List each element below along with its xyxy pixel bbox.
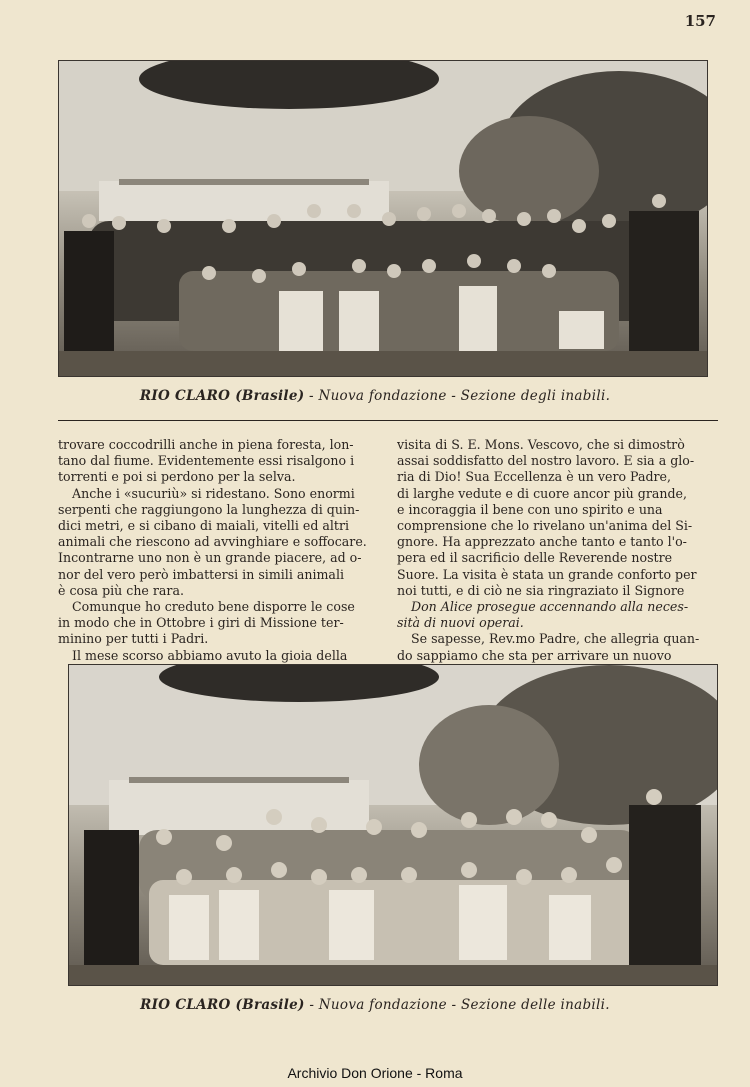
text-line: gnore. Ha apprezzato anche tanto e tanto l'o- <box>397 534 687 550</box>
photo1-caption-place: RIO CLARO (Brasile) <box>139 388 305 404</box>
photo2-caption-rest: - Nuova fondazione - Sezione delle inabili. <box>304 997 610 1013</box>
text-line: pera ed il sacrificio delle Reverende nostre <box>397 550 673 566</box>
photo2-caption-place: RIO CLARO (Brasile) <box>140 997 305 1013</box>
text-line: Don Alice prosegue accennando alla neces- <box>411 599 689 615</box>
photo1-caption <box>0 388 750 404</box>
text-line: noi tutti, e di ciò ne sia ringraziato il Signore <box>397 582 685 598</box>
text-line: visita di S. E. Mons. Vescovo, che si dimostrò <box>397 437 685 452</box>
group-photo-men <box>58 60 708 377</box>
text-line: nor del vero però imbattersi in simili animali <box>58 566 344 582</box>
text-line: in modo che in Ottobre i giri di Missione ter- <box>58 615 344 631</box>
text-line: Anche i «sucuriù» si ridestano. Sono enormi <box>72 485 355 501</box>
text-line: ria di Dio! Sua Eccellenza è un vero Padre, <box>397 469 671 485</box>
text-line: trovare coccodrilli anche in piena foresta, lon- <box>58 437 354 452</box>
text-line: comprensione che lo rivelano un'anima del Si- <box>397 518 693 534</box>
text-line: Incontrarne uno non è un grande piacere, ad o- <box>58 550 362 566</box>
photo1-caption-rest: - Nuova fondazione - Sezione degli inabili. <box>304 388 611 404</box>
text-line: è cosa più che rara. <box>58 582 184 598</box>
archive-footer: Archivio Don Orione - Roma <box>287 1065 463 1081</box>
text-line: Suore. La visita è stata un grande conforto per <box>397 566 697 582</box>
text-line: do sappiamo che sta per arrivare un nuovo <box>397 647 672 663</box>
page-number: 157 <box>684 12 716 30</box>
section-divider <box>58 420 718 421</box>
text-line: torrenti e poi si perdono per la selva. <box>58 469 296 485</box>
text-line: sità di nuovi operai. <box>397 615 524 631</box>
text-line: minino per tutti i Padri. <box>58 631 209 647</box>
right-text-column <box>397 437 719 664</box>
left-text-column <box>58 437 380 664</box>
text-line: assai soddisfatto del nostro lavoro. E sia a glo- <box>397 453 695 469</box>
photo2-caption <box>0 997 750 1013</box>
text-line: Comunque ho creduto bene disporre le cose <box>72 599 355 615</box>
group-photo-women <box>68 664 718 986</box>
text-line: di larghe vedute e di cuore ancor più grande, <box>397 485 688 501</box>
text-line: dici metri, e si cibano di maiali, vitelli ed altri <box>58 518 350 534</box>
text-line: animali che riescono ad avvinghiare e soffocare. <box>58 534 367 550</box>
text-line: Se sapesse, Rev.mo Padre, che allegria quan- <box>411 631 700 647</box>
text-line: e incoraggia il bene con uno spirito e una <box>397 501 663 517</box>
text-line: tano dal fiume. Evidentemente essi risalgono i <box>58 453 355 469</box>
text-line: Il mese scorso abbiamo avuto la gioia della <box>72 647 348 663</box>
text-line: serpenti che raggiungono la lunghezza di quin- <box>58 501 360 517</box>
